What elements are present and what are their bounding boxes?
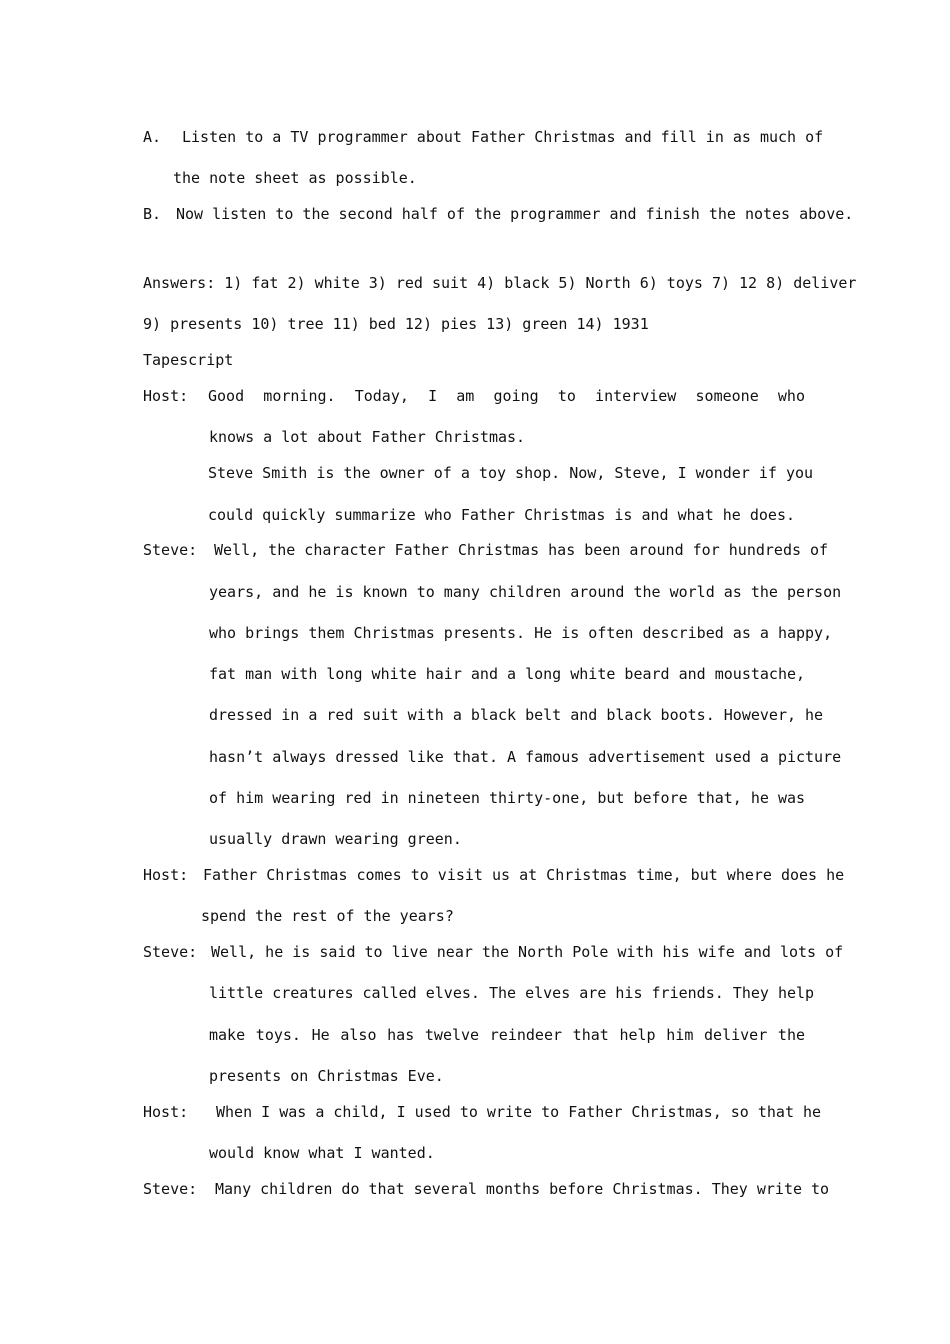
instruction-b-marker: B. — [143, 205, 162, 223]
dialogue-line: Many children do that several months before Christmas. They write to — [215, 1180, 830, 1198]
speaker-label: Steve: — [143, 943, 198, 961]
dialogue-line: usually drawn wearing green. — [209, 830, 462, 848]
dialogue-line: Well, the character Father Christmas has been around for hundreds of — [214, 541, 829, 559]
instruction-b-text: Now listen to the second half of the programmer and finish the notes above. — [176, 205, 854, 223]
dialogue-line: years, and he is known to many children around the world as the person — [209, 583, 842, 601]
tapescript-heading: Tapescript — [143, 351, 234, 369]
dialogue-line: dressed in a red suit with a black belt and black boots. However, he — [209, 706, 824, 724]
speaker-label: Host: — [143, 866, 189, 884]
speaker-label: Steve: — [143, 541, 198, 559]
dialogue-line: fat man with long white hair and a long white beard and moustache, — [209, 665, 806, 683]
dialogue-line: knows a lot about Father Christmas. — [209, 428, 526, 446]
dialogue-line: Good morning. Today, I am going to interview someone who — [208, 387, 805, 405]
dialogue-line: hasn’t always dressed like that. A famous advertisement used a picture — [209, 748, 842, 766]
dialogue-line: could quickly summarize who Father Christmas is and what he does. — [208, 506, 795, 524]
speaker-label: Host: — [143, 387, 189, 405]
speaker-label: Host: — [143, 1103, 189, 1121]
dialogue-line: of him wearing red in nineteen thirty-one, but before that, he was — [209, 789, 806, 807]
dialogue-line: Father Christmas comes to visit us at Christmas time, but where does he — [203, 866, 845, 884]
instruction-a-line-2: the note sheet as possible. — [173, 169, 417, 187]
speaker-label: Steve: — [143, 1180, 198, 1198]
dialogue-line: Well, he is said to live near the North Pole with his wife and lots of — [211, 943, 844, 961]
dialogue-line: make toys. He also has twelve reindeer that help him deliver the — [209, 1026, 805, 1044]
dialogue-line: presents on Christmas Eve. — [209, 1067, 444, 1085]
dialogue-line: who brings them Christmas presents. He is often described as a happy, — [209, 624, 833, 642]
dialogue-line: spend the rest of the years? — [201, 907, 454, 925]
dialogue-line: little creatures called elves. The elves are his friends. They help — [209, 984, 815, 1002]
answers-line-1: Answers: 1) fat 2) white 3) red suit 4) black 5) North 6) toys 7) 12 8) deliver — [143, 274, 857, 292]
dialogue-line: When I was a child, I used to write to Father Christmas, so that he — [216, 1103, 822, 1121]
dialogue-line: would know what I wanted. — [209, 1144, 435, 1162]
instruction-a-line-1: Listen to a TV programmer about Father Christmas and fill in as much of — [182, 128, 824, 146]
instruction-a-marker: A. — [143, 128, 162, 146]
dialogue-line: Steve Smith is the owner of a toy shop. Now, Steve, I wonder if you — [208, 464, 814, 482]
answers-line-2: 9) presents 10) tree 11) bed 12) pies 13) green 14) 1931 — [143, 315, 649, 333]
